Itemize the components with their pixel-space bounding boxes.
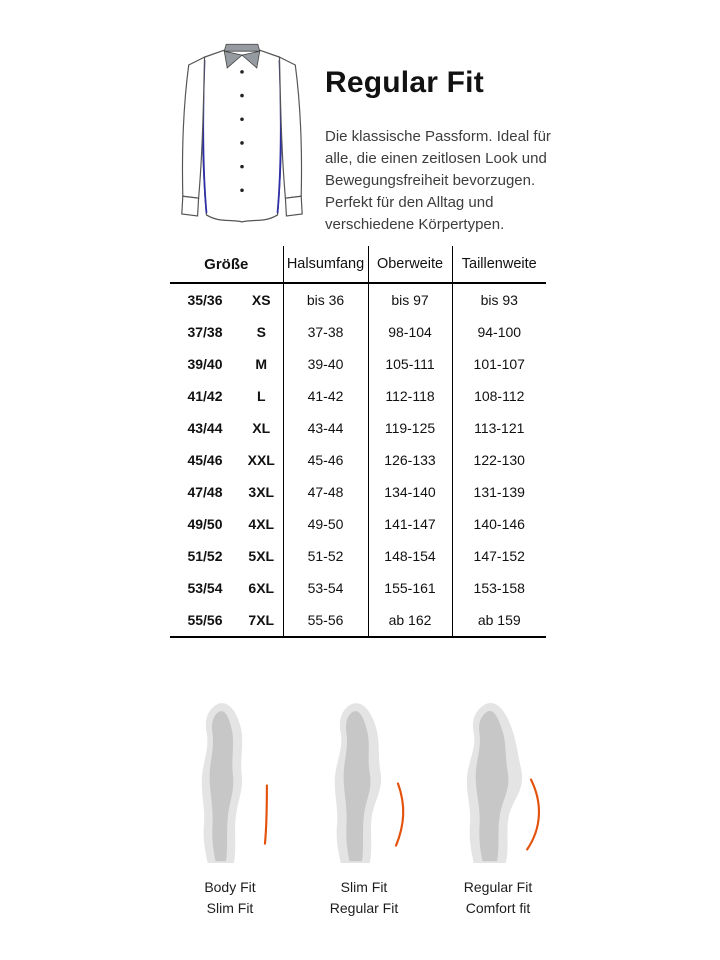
size-cell: 112-118 [368, 380, 452, 412]
table-header-row [170, 246, 546, 283]
size-cell: 55/56 [187, 612, 223, 628]
size-cell: 101-107 [452, 348, 546, 380]
size-cell: XL [252, 420, 271, 436]
column-header-taillenweite: Taillenweite [452, 246, 546, 283]
fit-figure-slim-regular [300, 700, 428, 919]
size-cell: 39-40 [283, 348, 368, 380]
size-cell: 49/50 [187, 516, 223, 532]
fit-label [204, 877, 255, 919]
size-cell: 98-104 [368, 316, 452, 348]
size-table [170, 246, 546, 638]
size-cell: 155-161 [368, 572, 452, 604]
size-cell: 43-44 [283, 412, 368, 444]
size-cell: 147-152 [452, 540, 546, 572]
size-cell: 41/42 [187, 388, 223, 404]
size-cell: ab 159 [452, 604, 546, 637]
size-cell: 153-158 [452, 572, 546, 604]
size-cell: 41-42 [283, 380, 368, 412]
shirt-collar-band [224, 44, 260, 51]
table-row [170, 412, 546, 444]
column-header-halsumfang: Halsumfang [283, 246, 368, 283]
size-cell: 3XL [248, 484, 275, 500]
body-silhouette-illustration [170, 700, 290, 865]
size-cell: bis 36 [283, 283, 368, 316]
size-cell: 126-133 [368, 444, 452, 476]
table-row [170, 348, 546, 380]
fit-label [464, 877, 532, 919]
page-title: Regular Fit [325, 66, 484, 99]
table-row [170, 444, 546, 476]
size-cell: 94-100 [452, 316, 546, 348]
size-cell: 5XL [248, 548, 275, 564]
size-cell: 7XL [248, 612, 275, 628]
fit-label-line: Slim Fit [206, 900, 254, 916]
size-cell: bis 97 [368, 283, 452, 316]
size-cell: 53-54 [283, 572, 368, 604]
size-cell: 49-50 [283, 508, 368, 540]
description-line: alle, die einen zeitlosen Look und [325, 150, 547, 168]
size-cell: 39/40 [187, 356, 223, 372]
shirt-body [202, 50, 281, 222]
shirt-sleeve-right [279, 57, 301, 198]
fit-description [325, 126, 575, 236]
size-cell: M [255, 356, 268, 372]
shirt-cuff-right [285, 196, 302, 216]
table-row [170, 283, 546, 316]
size-cell: 113-121 [452, 412, 546, 444]
column-header-groesse: Größe [204, 255, 249, 273]
size-cell: 131-139 [452, 476, 546, 508]
size-cell: 37-38 [283, 316, 368, 348]
fit-figure-body-slim [166, 700, 294, 919]
description-line: Perfekt für den Alltag und [325, 194, 494, 212]
size-cell: 51/52 [187, 548, 223, 564]
size-cell: 37/38 [187, 324, 223, 340]
description-line: Die klassische Passform. Ideal für [325, 128, 551, 145]
fit-label-line: Regular Fit [463, 879, 533, 895]
size-cell: S [256, 324, 266, 340]
table-row [170, 380, 546, 412]
size-cell: XS [251, 292, 271, 308]
shirt-sleeve-left [182, 57, 204, 198]
size-cell: 105-111 [368, 348, 452, 380]
size-cell: 55-56 [283, 604, 368, 637]
hero-text [325, 66, 575, 236]
size-cell: 51-52 [283, 540, 368, 572]
size-cell: 148-154 [368, 540, 452, 572]
size-cell: 134-140 [368, 476, 452, 508]
fit-contour-line [265, 785, 267, 843]
size-cell: 53/54 [187, 580, 223, 596]
shirt-illustration [168, 40, 316, 238]
size-cell: 140-146 [452, 508, 546, 540]
table-row [170, 508, 546, 540]
table-row [170, 540, 546, 572]
table-row [170, 604, 546, 637]
size-cell: 141-147 [368, 508, 452, 540]
fit-label-line: Slim Fit [340, 879, 388, 895]
fit-contour-line [527, 780, 539, 850]
fit-label-line: Body Fit [204, 879, 256, 895]
fit-label [330, 877, 398, 919]
size-cell: 47-48 [283, 476, 368, 508]
description-line: Bewegungsfreiheit bevorzugen. [325, 172, 536, 190]
size-cell: bis 93 [452, 283, 546, 316]
size-cell: 6XL [248, 580, 275, 596]
size-cell: 119-125 [368, 412, 452, 444]
fit-label-line: Regular Fit [329, 900, 399, 916]
fit-label-line: Comfort fit [465, 900, 531, 916]
body-silhouette-illustration [438, 700, 558, 865]
column-header-oberweite: Oberweite [368, 246, 452, 283]
table-row [170, 572, 546, 604]
fit-contour-line [396, 783, 403, 845]
description-line: verschiedene Körpertypen. [325, 216, 505, 234]
size-cell: 4XL [248, 516, 275, 532]
table-row [170, 476, 546, 508]
body-silhouette-illustration [304, 700, 424, 865]
size-cell: 35/36 [187, 292, 223, 308]
size-cell: ab 162 [368, 604, 452, 637]
fit-diagrams [166, 700, 562, 919]
table-row [170, 316, 546, 348]
size-cell: 45-46 [283, 444, 368, 476]
size-cell: 108-112 [452, 380, 546, 412]
size-cell: 45/46 [187, 452, 223, 468]
shirt-cuff-left [182, 196, 199, 216]
size-cell: XXL [247, 452, 275, 468]
size-cell: 43/44 [187, 420, 223, 436]
fit-figure-regular-comfort [434, 700, 562, 919]
size-cell: 47/48 [187, 484, 223, 500]
size-cell: L [256, 388, 266, 404]
size-cell: 122-130 [452, 444, 546, 476]
